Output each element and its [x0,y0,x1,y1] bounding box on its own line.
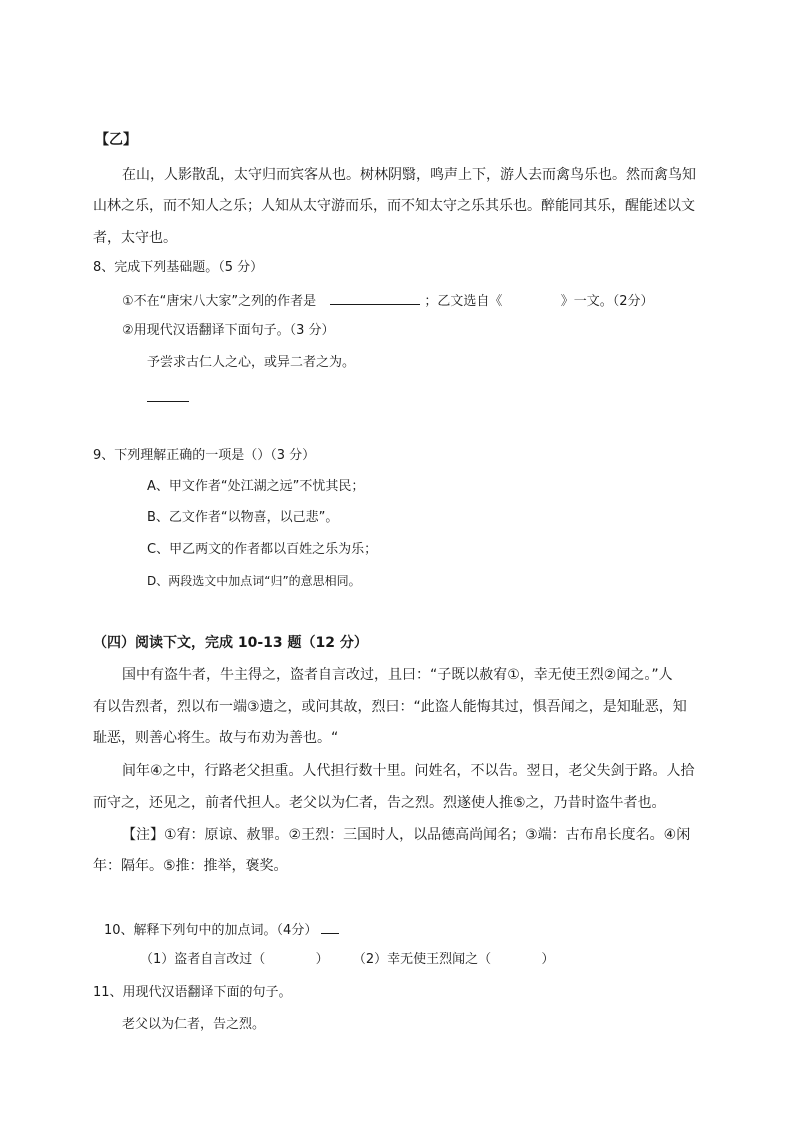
q10-title-text: 10、解释下列句中的加点词。（4分） [104,923,318,938]
q8-title: 8、完成下列基础题。（5 分） [93,260,264,275]
q10-item-2: （2）幸无使王烈闻之（ [352,952,492,967]
q8-sentence: 予尝求古仁人之心，或异二者之为。 [147,355,356,370]
section-yi-line-3: 者，太守也。 [93,230,177,246]
section4-note-line-2: 年：隔年。⑤推：推举，褒奖。 [93,858,288,874]
q9-title: 9、下列理解正确的一项是（）（3 分） [93,448,316,463]
section4-para2-line-1: 间年④之中，行路老父担重。人代担行数十里。问姓名，不以告。翌日，老父失剑于路。人拾 [122,763,695,779]
section4-para1-line-1: 国中有盗牛者，牛主得之，盗者自言改过，且曰：“子既以赦宥①，幸无使王烈②闻之。”人 [122,667,673,683]
q10-item-1: （1）盗者自言改过（ [140,952,266,967]
section4-para1-line-3: 耻恶，则善心将生。故与布劝为善也。“ [93,730,339,746]
q10-title [104,919,339,941]
q11-sentence: 老父以为仁者，告之烈。 [122,1017,266,1032]
section4-note-line-1: 【注】①宥：原谅、赦罪。②王烈：三国时人，以品德高尚闻名；③端：古布帛长度名。④闲 [122,827,691,843]
q10-items [140,950,554,970]
q8-part1 [122,290,653,312]
q9-option-c: C、甲乙两文的作者都以百姓之乐为乐； [147,542,378,557]
q9-option-d: D、两段选文中加点词“归”的意思相同。 [147,574,361,588]
q8-part1-mid: ；乙文选自《 [424,294,503,309]
section4-para1-line-2: 有以告烈者，烈以布一端③遗之，或问其故，烈曰：“此盗人能悔其过，惧吾闻之，是知耻恶，知 [93,699,687,715]
q8-author-blank[interactable] [330,290,420,305]
q8-translation-blank[interactable] [147,401,189,402]
q8-part1-suffix: 》一文。（2分） [560,294,654,309]
section-yi-line-2: 山林之乐，而不知人之乐；人知从太守游而乐，而不知太守之乐其乐也。醉能同其乐，醒能述以文 [93,198,695,214]
q9-option-b: B、乙文作者“以物喜，以己悲”。 [147,510,339,525]
section-yi-heading: 【乙】 [95,132,137,148]
section-yi-line-1: 在山，人影散乱，太守归而宾客从也。树林阴翳，鸣声上下，游人去而禽鸟乐也。然而禽鸟知 [122,167,696,183]
q8-part1-prefix: ①不在“唐宋八大家”之列的作者是 [122,294,317,309]
section4-para2-line-2: 而守之，还见之，前者代担人。老父以为仁者，告之烈。烈遂使人推⑤之，乃昔时盗牛者也。 [93,795,666,811]
q8-part2: ②用现代汉语翻译下面句子。（3 分） [122,323,335,338]
q9-option-a: A、甲文作者“处江湖之远”不忧其民； [147,479,365,494]
section4-heading: （四）阅读下文，完成 10-13 题（12 分） [93,635,368,651]
q10-item-2-end: ） [541,952,555,967]
q10-item-1-end: ） [315,952,329,967]
q11-title: 11、用现代汉语翻译下面的句子。 [93,985,292,1000]
q10-title-blank[interactable] [321,919,339,934]
